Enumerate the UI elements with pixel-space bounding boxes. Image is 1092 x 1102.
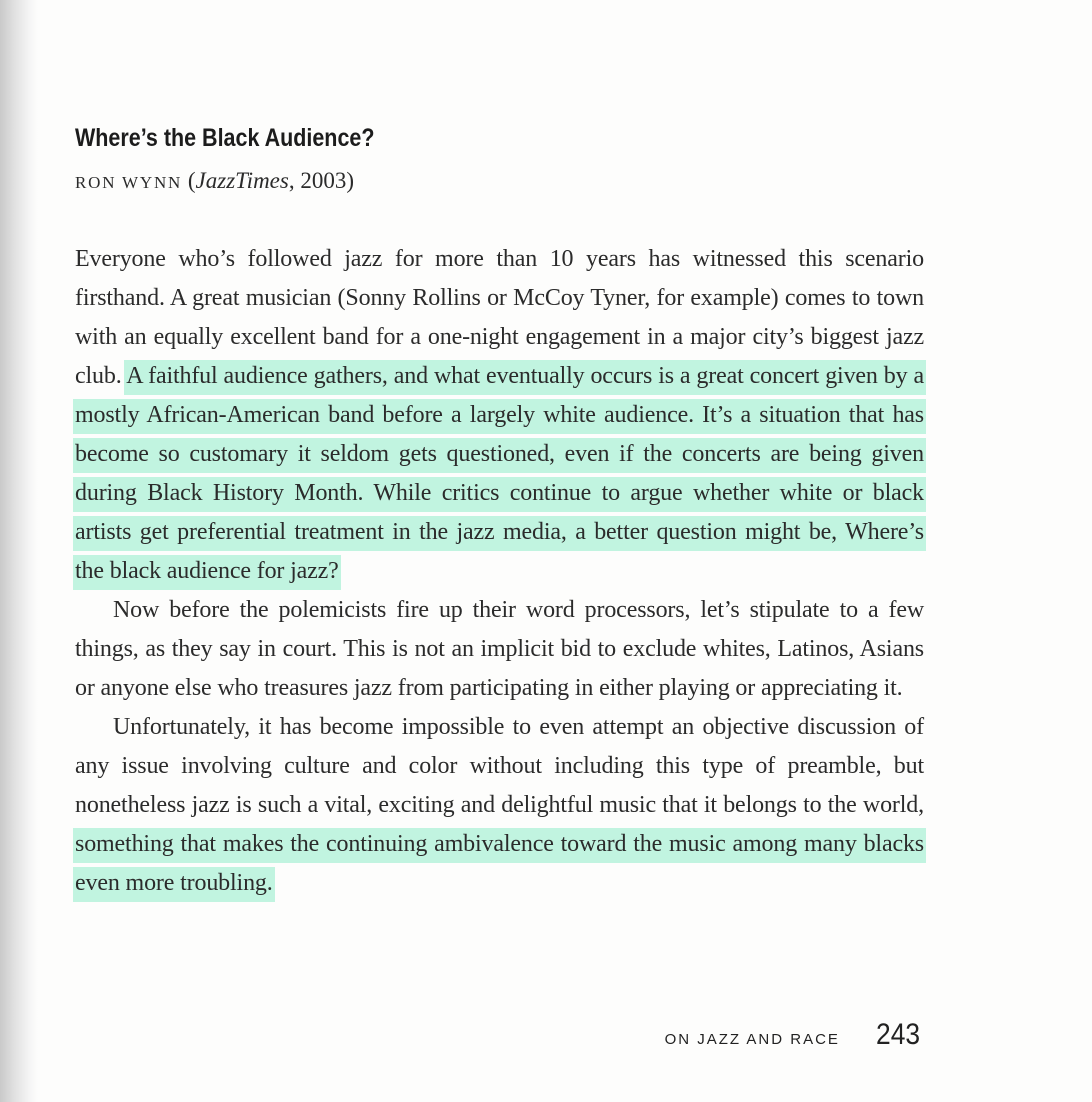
article-title: Where’s the Black Audience?	[75, 124, 375, 152]
byline	[75, 168, 354, 194]
author-name: RON WYNN	[75, 173, 183, 192]
page-number: 243	[875, 1018, 920, 1051]
paragraph-1	[75, 240, 924, 591]
paragraph-3-text: Unfortunately, it has become impossible to even attempt an objective discussion of any issue involving culture and color without including this type of preamble, but nonetheless jazz is such a vital, exciting and delightful music that it belongs to the world,	[75, 714, 924, 818]
paragraph-2-text: Now before the polemicists fire up their word processors, let’s stipulate to a few things, as they say in court. This is not an implicit bid to exclude whites, Latinos, Asians or anyone else who treasures jazz from participating in either playing or appreciating it.	[75, 597, 924, 701]
paragraph-1-highlight: A faithful audience gathers, and what eventually occurs is a great concert given by a mostly African-American band before a largely white audience. It’s a situation that has become so customary it seldom gets questioned, even if the concerts are being given during Black History Month. While critics continue to argue whether white or black artists get preferential treatment in the jazz media, a better question might be, Where’s the black audience for jazz?	[75, 360, 924, 590]
source-publication: JazzTimes	[195, 168, 289, 193]
page-gutter-shadow	[0, 0, 38, 1102]
paragraph-3	[75, 708, 924, 903]
running-head: ON JAZZ AND RACE	[664, 1031, 840, 1048]
source-open-paren: (	[187, 168, 196, 193]
paragraph-1-text: Everyone who’s followed jazz for more than 10 years has witnessed this scenario firsthand. A great musician (Sonny Rollins or McCoy Tyner, for example) comes to town with an equally excellent band for a one-night engagement in a major city’s biggest jazz club.	[75, 246, 924, 389]
paragraph-2	[75, 591, 924, 708]
article-body	[75, 240, 924, 903]
paragraph-3-highlight: something that makes the continuing ambivalence toward the music among many blacks even more troubling.	[75, 828, 924, 902]
page-footer	[665, 1018, 920, 1052]
source-year: , 2003)	[288, 168, 355, 193]
